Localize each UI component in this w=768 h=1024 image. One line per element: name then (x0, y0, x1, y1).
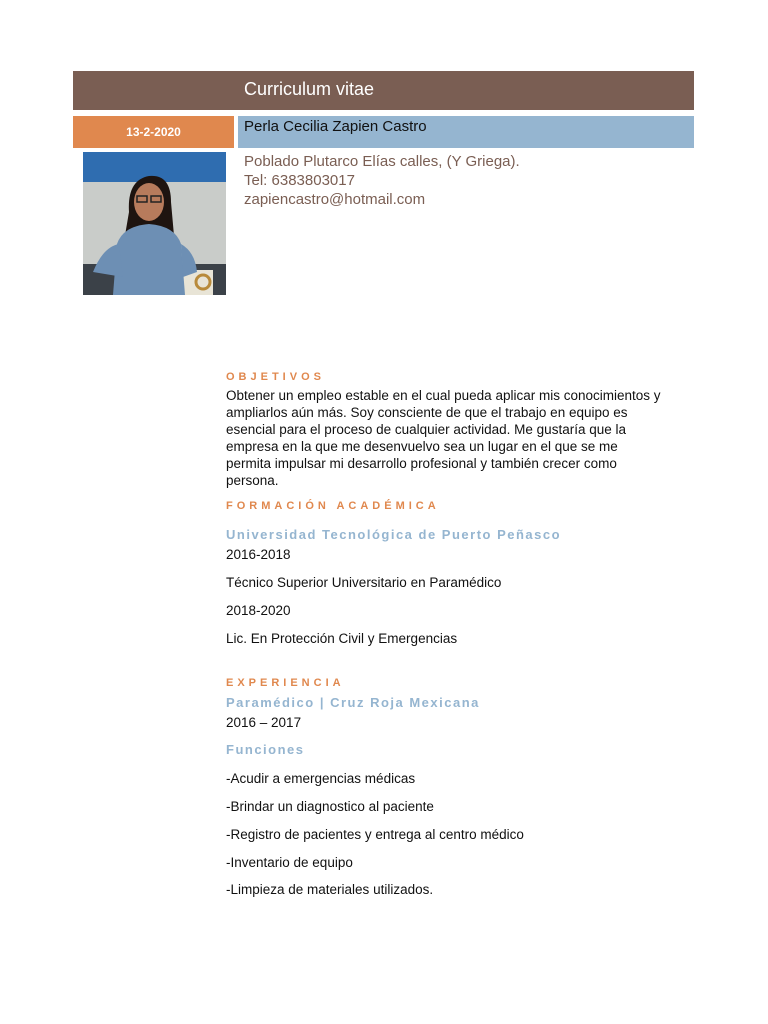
formacion-period-1: 2016-2018 (226, 547, 291, 562)
date-badge (73, 116, 234, 148)
address: Poblado Plutarco Elías calles, (Y Griega). (244, 153, 520, 170)
experiencia-role: Paramédico | Cruz Roja Mexicana (226, 695, 480, 710)
date-text: 13-2-2020 (126, 125, 181, 139)
formacion-degree-1: Técnico Superior Universitario en Paramédico (226, 575, 502, 590)
objetivos-line: ampliarlos aún más. Soy consciente de que el trabajo en equipo es (226, 405, 628, 420)
person-name: Perla Cecilia Zapien Castro (244, 118, 427, 135)
objetivos-heading: OBJETIVOS (226, 371, 325, 383)
phone: Tel: 6383803017 (244, 172, 355, 189)
objetivos-line: Obtener un empleo estable en el cual pueda aplicar mis conocimientos y (226, 388, 661, 403)
funcion-item: -Inventario de equipo (226, 855, 353, 870)
formacion-degree-2: Lic. En Protección Civil y Emergencias (226, 631, 458, 646)
objetivos-line: empresa en la que me desenvuelvo sea un lugar en el que se me (226, 439, 618, 454)
formacion-heading: FORMACIÓN ACADÉMICA (226, 500, 440, 512)
funcion-item: -Limpieza de materiales utilizados. (226, 882, 434, 897)
experiencia-period: 2016 – 2017 (226, 715, 302, 730)
funciones-heading: Funciones (226, 742, 305, 757)
funcion-item: -Acudir a emergencias médicas (226, 771, 416, 786)
email: zapiencastro@hotmail.com (244, 191, 426, 208)
funcion-item: -Registro de pacientes y entrega al centro médico (226, 827, 524, 842)
document-title: Curriculum vitae (244, 79, 375, 99)
funcion-item: -Brindar un diagnostico al paciente (226, 799, 434, 814)
experiencia-heading: EXPERIENCIA (226, 677, 345, 689)
objetivos-line: persona. (226, 473, 279, 488)
institution-name: Universidad Tecnológica de Puerto Peñasco (226, 527, 562, 542)
objetivos-line: permita impulsar mi desarrollo profesional y también crecer como (226, 456, 617, 471)
contact-block (244, 152, 520, 209)
objetivos-line: esencial para el proceso de cualquier actividad. Me gustaría que la (226, 422, 626, 437)
formacion-period-2: 2018-2020 (226, 603, 291, 618)
objetivos-text (226, 387, 696, 489)
title-bar (73, 71, 694, 110)
profile-photo (83, 152, 226, 295)
